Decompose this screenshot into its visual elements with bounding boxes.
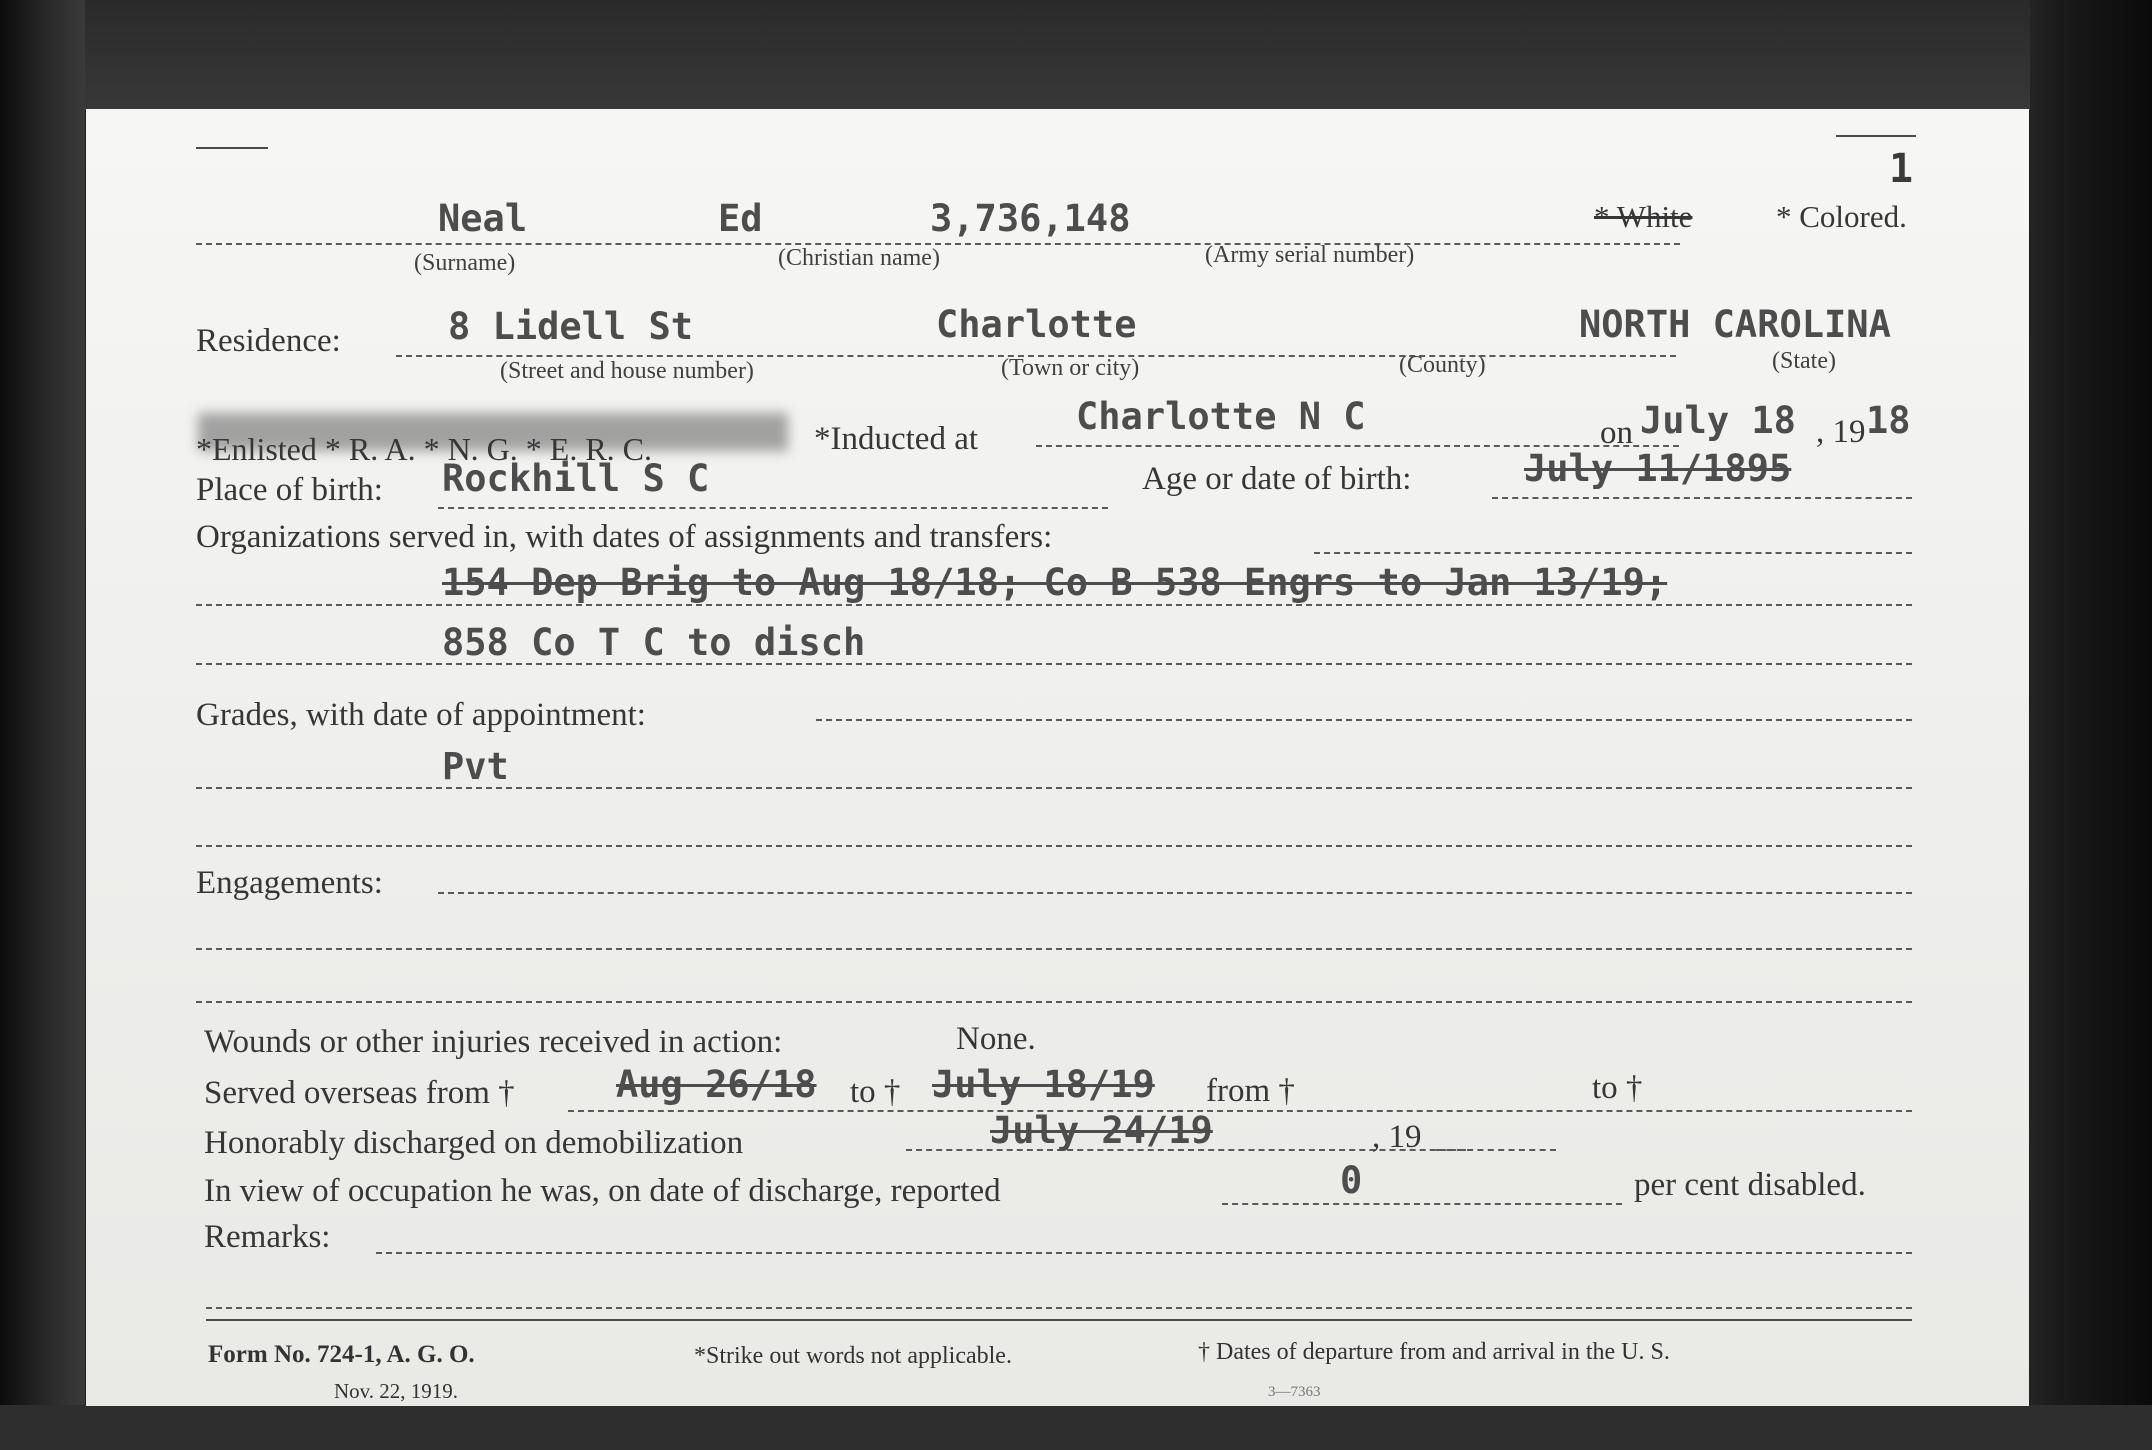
inducted-year-value: 18 [1866, 399, 1911, 442]
remarks-line-3 [206, 1319, 1912, 1321]
surname-value: Neal [438, 197, 528, 240]
birth-place-line [438, 507, 1108, 509]
scan-background-top [0, 0, 2152, 110]
print-code: 3—7363 [1268, 1384, 1321, 1400]
service-record-card [86, 109, 2029, 1406]
race-colored-option: * Colored. [1776, 199, 1907, 234]
birth-date-value: July 11/1895 [1524, 447, 1792, 490]
overseas-to2-label: to † [1592, 1070, 1643, 1106]
grades-value: Pvt [442, 745, 509, 788]
form-number: Form No. 724-1, A. G. O. [208, 1341, 475, 1368]
disability-label: In view of occupation he was, on date of discharge, reported [204, 1173, 1001, 1209]
organizations-value-line-1: 154 Dep Brig to Aug 18/18; Co B 538 Engrs to Jan 13/19; [442, 561, 1668, 604]
remarks-line-2 [206, 1307, 1912, 1309]
form-date: Nov. 22, 1919. [334, 1379, 459, 1403]
overseas-from2-label: from † [1206, 1073, 1295, 1109]
street-caption: (Street and house number) [500, 358, 754, 384]
overseas-from-label: Served overseas from † [204, 1075, 515, 1111]
organizations-line-1 [196, 604, 1912, 606]
scan-background-bottom [0, 1405, 2152, 1450]
town-caption: (Town or city) [1001, 355, 1140, 381]
organizations-label-line [1314, 552, 1912, 554]
serial-number-caption: (Army serial number) [1205, 242, 1415, 268]
disability-line [1222, 1203, 1622, 1205]
organizations-label: Organizations served in, with dates of assignments and transfers: [196, 519, 1053, 555]
discharge-year-line [1436, 1149, 1556, 1151]
scan-background-right [2030, 0, 2152, 1450]
residence-state-value: NORTH CAROLINA [1579, 303, 1891, 346]
county-caption: (County) [1399, 352, 1486, 378]
residence-street-value: 8 Lidell St [448, 305, 694, 348]
disability-suffix: per cent disabled. [1634, 1167, 1866, 1203]
remarks-label: Remarks: [204, 1219, 331, 1255]
state-caption: (State) [1772, 348, 1836, 374]
overseas-to-label: to † [850, 1074, 901, 1110]
inducted-on-label: on [1600, 415, 1633, 451]
grades-label: Grades, with date of appointment: [196, 697, 646, 733]
overseas-to-value: July 18/19 [932, 1063, 1155, 1106]
discharge-label: Honorably discharged on demobilization [204, 1125, 744, 1161]
inducted-place-value: Charlotte N C [1076, 395, 1366, 438]
residence-town-value: Charlotte [936, 303, 1137, 346]
corner-rule [196, 147, 268, 149]
engagements-label-line [438, 892, 1912, 894]
surname-caption: (Surname) [414, 250, 516, 276]
dates-note: † Dates of departure from and arrival in the U. S. [1198, 1339, 1670, 1365]
overseas-from-value: Aug 26/18 [616, 1063, 817, 1106]
enlistment-type-options: *Enlisted * R. A. * N. G. * E. R. C. [196, 431, 653, 467]
remarks-line-1 [376, 1252, 1912, 1254]
engagements-line-1 [196, 948, 1912, 950]
wounds-value: None. [956, 1021, 1036, 1057]
overseas-line [568, 1110, 1912, 1112]
disability-value: 0 [1340, 1159, 1363, 1202]
inducted-year-prefix: , 19 [1816, 414, 1866, 450]
birth-place-value: Rockhill S C [442, 457, 710, 500]
birth-date-label: Age or date of birth: [1142, 461, 1412, 497]
christian-name-value: Ed [718, 197, 763, 240]
inducted-at-label: *Inducted at [814, 421, 979, 457]
christian-name-caption: (Christian name) [778, 245, 940, 271]
discharge-date-value: July 24/19 [990, 1109, 1213, 1152]
page-number: 1 [1889, 146, 1914, 192]
race-white-option: * White [1594, 199, 1693, 234]
inducted-date-value: July 18 [1640, 399, 1796, 442]
birth-date-line [1492, 497, 1912, 499]
page-number-rule [1836, 135, 1916, 137]
residence-label: Residence: [196, 323, 341, 359]
organizations-value-line-2: 858 Co T C to disch [442, 621, 866, 664]
engagements-line-2 [196, 1001, 1912, 1003]
scan-background-left [0, 0, 85, 1450]
serial-number-value: 3,736,148 [930, 197, 1131, 240]
wounds-label: Wounds or other injuries received in action: [204, 1024, 783, 1060]
discharge-year-prefix: , 19 [1372, 1119, 1422, 1155]
engagements-label: Engagements: [196, 865, 383, 901]
grades-label-line [816, 719, 1912, 721]
strike-out-note: *Strike out words not applicable. [694, 1343, 1012, 1369]
birth-place-label: Place of birth: [196, 472, 383, 508]
grades-line-2 [196, 845, 1912, 847]
